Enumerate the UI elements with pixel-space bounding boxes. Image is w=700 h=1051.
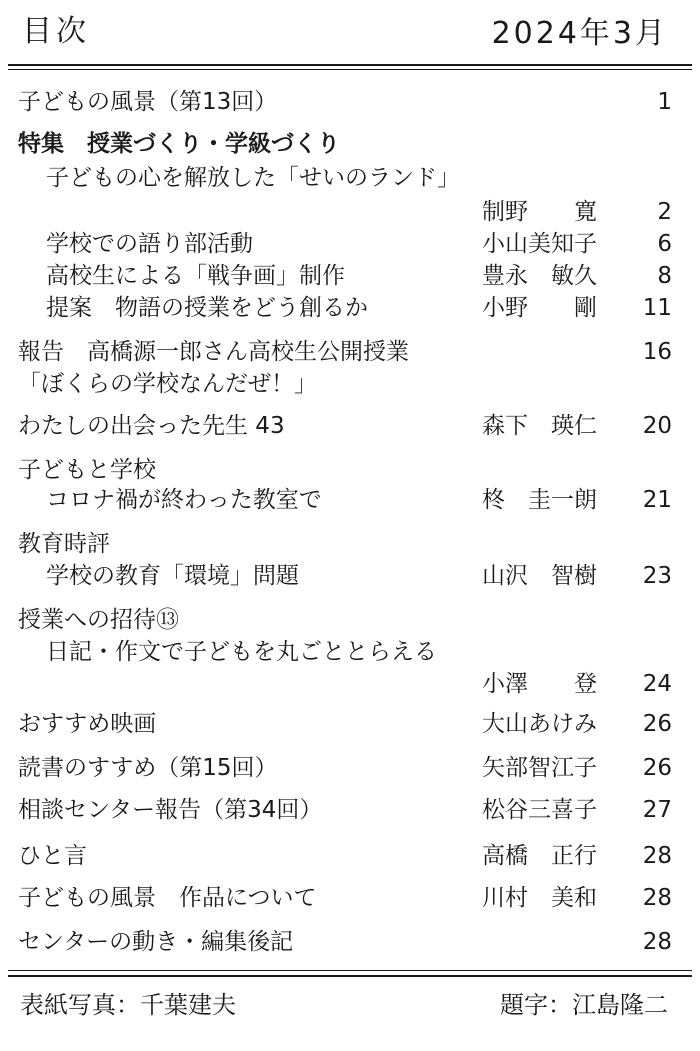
toc-entry bbox=[0, 526, 700, 562]
entry-page-number: 28 bbox=[642, 929, 672, 955]
entry-author: 大山あけみ bbox=[482, 711, 597, 737]
entry-title: 「ぼくらの学校なんだぜ！」 bbox=[18, 371, 317, 397]
entry-author: 制野 寛 bbox=[482, 199, 597, 225]
entry-page-number: 28 bbox=[642, 843, 672, 869]
toc-entry bbox=[0, 792, 700, 828]
entry-page-number: 20 bbox=[642, 413, 672, 439]
toc-entry bbox=[0, 634, 700, 670]
entry-title: 学校の教育「環境」問題 bbox=[46, 563, 299, 589]
entry-page-number: 26 bbox=[642, 755, 672, 781]
toc-entry bbox=[0, 838, 700, 874]
toc-entry bbox=[0, 226, 700, 262]
entry-author: 豊永 敏久 bbox=[482, 263, 597, 289]
toc-entry bbox=[0, 924, 700, 960]
entry-author: 高橋 正行 bbox=[482, 843, 597, 869]
entry-title: センターの動き・編集後記 bbox=[18, 929, 294, 955]
entry-author: 森下 瑛仁 bbox=[482, 413, 597, 439]
entry-title: 学校での語り部活動 bbox=[46, 231, 253, 257]
entry-title: 授業への招待⑬ bbox=[18, 607, 179, 633]
toc-entry bbox=[0, 602, 700, 638]
entry-title: おすすめ映画 bbox=[18, 711, 157, 737]
toc-entry bbox=[0, 334, 700, 370]
entry-title: わたしの出会った先生 43 bbox=[18, 413, 285, 439]
calligraphy-credit: 題字：江島隆二 bbox=[500, 991, 668, 1019]
toc-entry bbox=[0, 290, 700, 326]
header-rule bbox=[8, 64, 692, 66]
entry-page-number: 24 bbox=[642, 671, 672, 697]
toc-entry bbox=[0, 558, 700, 594]
toc-entry bbox=[0, 194, 700, 230]
toc-entry bbox=[0, 666, 700, 702]
entry-author: 柊 圭一朗 bbox=[482, 487, 597, 513]
entry-author: 小野 剛 bbox=[482, 295, 597, 321]
entry-page-number: 26 bbox=[642, 711, 672, 737]
toc-entry bbox=[0, 126, 700, 162]
entry-title: 教育時評 bbox=[18, 531, 110, 557]
entry-title: 子どもの風景（第13回） bbox=[18, 89, 278, 115]
entry-title: コロナ禍が終わった教室で bbox=[46, 487, 322, 513]
issue-date: 2024年3月 bbox=[491, 16, 668, 51]
entry-title: ひと言 bbox=[18, 843, 87, 869]
toc-entry bbox=[0, 750, 700, 786]
entry-page-number: 16 bbox=[642, 339, 672, 365]
footer-rule bbox=[8, 975, 692, 977]
entry-author: 小澤 登 bbox=[482, 671, 597, 697]
page-title: 目次 bbox=[22, 14, 90, 49]
toc-entry bbox=[0, 84, 700, 120]
entry-page-number: 11 bbox=[642, 295, 672, 321]
entry-author: 川村 美和 bbox=[482, 885, 597, 911]
toc-entry bbox=[0, 880, 700, 916]
entry-page-number: 21 bbox=[642, 487, 672, 513]
entry-author: 松谷三喜子 bbox=[482, 797, 597, 823]
entry-title: 報告 高橋源一郎さん高校生公開授業 bbox=[18, 339, 409, 365]
footer-rule-thin bbox=[8, 970, 692, 971]
toc-entry bbox=[0, 706, 700, 742]
toc-entry bbox=[0, 482, 700, 518]
entry-page-number: 8 bbox=[657, 263, 672, 289]
entry-title: 高校生による「戦争画」制作 bbox=[46, 263, 345, 289]
entry-title: 提案 物語の授業をどう創るか bbox=[46, 295, 368, 321]
toc-entry bbox=[0, 258, 700, 294]
cover-photo-credit: 表紙写真：千葉建夫 bbox=[20, 991, 236, 1019]
entry-title: 子どもの心を解放した「せいのランド」 bbox=[46, 165, 460, 191]
entry-page-number: 28 bbox=[642, 885, 672, 911]
entry-page-number: 1 bbox=[657, 89, 672, 115]
entry-title: 相談センター報告（第34回） bbox=[18, 797, 323, 823]
entry-author: 小山美知子 bbox=[482, 231, 597, 257]
header-rule-thin bbox=[8, 69, 692, 70]
entry-page-number: 2 bbox=[657, 199, 672, 225]
entry-page-number: 23 bbox=[642, 563, 672, 589]
entry-title: 読書のすすめ（第15回） bbox=[18, 755, 278, 781]
entry-author: 山沢 智樹 bbox=[482, 563, 597, 589]
toc-entry bbox=[0, 408, 700, 444]
toc-entry bbox=[0, 160, 700, 196]
entry-title: 日記・作文で子どもを丸ごととらえる bbox=[46, 639, 437, 665]
entry-title: 特集 授業づくり・学級づくり bbox=[18, 131, 340, 157]
entry-page-number: 27 bbox=[642, 797, 672, 823]
entry-title: 子どもと学校 bbox=[18, 457, 156, 483]
entry-author: 矢部智江子 bbox=[482, 755, 597, 781]
entry-page-number: 6 bbox=[657, 231, 672, 257]
entry-title: 子どもの風景 作品について bbox=[18, 885, 317, 911]
toc-entry bbox=[0, 366, 700, 402]
